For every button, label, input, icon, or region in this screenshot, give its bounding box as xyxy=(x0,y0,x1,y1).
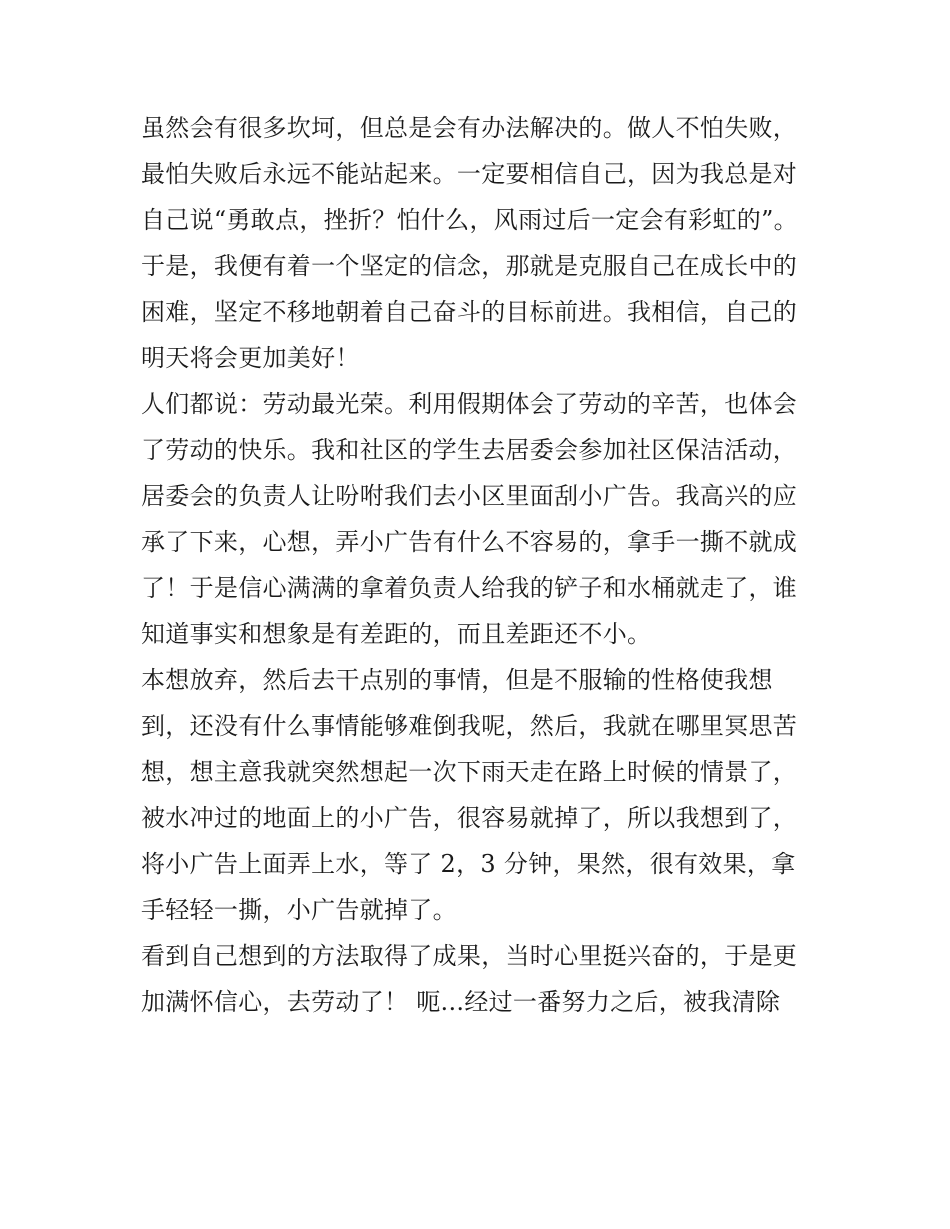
document-body xyxy=(141,105,821,1025)
text-line: 将小广告上面弄上水，等了 2，3 分钟，果然，很有效果，拿 xyxy=(141,850,796,878)
text-line: 想，想主意我就突然想起一次下雨天走在路上时候的情景了， xyxy=(141,758,798,786)
text-line: 虽然会有很多坎坷，但总是会有办法解决的。做人不怕失败， xyxy=(141,114,798,142)
text-line: 承了下来，心想，弄小广告有什么不容易的，拿手一撕不就成 xyxy=(141,528,798,556)
text-line: 本想放弃，然后去干点别的事情，但是不服输的性格使我想 xyxy=(141,666,773,694)
text-line: 知道事实和想象是有差距的，而且差距还不小。 xyxy=(141,620,652,648)
text-line: 困难，坚定不移地朝着自己奋斗的目标前进。我相信，自己的 xyxy=(141,298,798,326)
text-line: 加满怀信心，去劳动了！ 呃...经过一番努力之后，被我清除 xyxy=(141,988,781,1016)
text-line: 明天将会更加美好！ xyxy=(141,344,360,372)
text-line: 自己说“勇敢点，挫折？怕什么，风雨过后一定会有彩虹的”。 xyxy=(141,206,798,234)
text-line: 到，还没有什么事情能够难倒我呢，然后，我就在哪里冥思苦 xyxy=(141,712,798,740)
text-line: 了！于是信心满满的拿着负责人给我的铲子和水桶就走了，谁 xyxy=(141,574,798,602)
text-line: 最怕失败后永远不能站起来。一定要相信自己，因为我总是对 xyxy=(141,160,798,188)
text-line: 手轻轻一撕，小广告就掉了。 xyxy=(141,896,457,924)
text-line: 人们都说：劳动最光荣。利用假期体会了劳动的辛苦，也体会 xyxy=(141,390,798,418)
text-line: 被水冲过的地面上的小广告，很容易就掉了，所以我想到了， xyxy=(141,804,798,832)
text-line: 了劳动的快乐。我和社区的学生去居委会参加社区保洁活动， xyxy=(141,436,798,464)
text-line: 居委会的负责人让吩咐我们去小区里面刮小广告。我高兴的应 xyxy=(141,482,798,510)
text-line: 于是，我便有着一个坚定的信念，那就是克服自己在成长中的 xyxy=(141,252,798,280)
text-line: 看到自己想到的方法取得了成果，当时心里挺兴奋的，于是更 xyxy=(141,942,798,970)
